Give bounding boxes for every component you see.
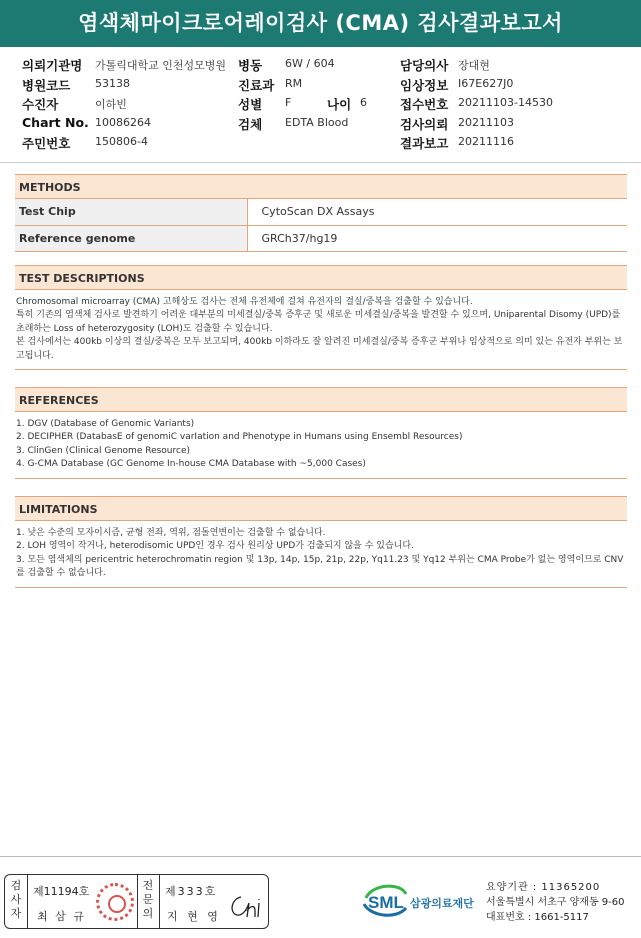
- description-line: Chromosomal microarray (CMA) 고해상도 검사는 전체 유전체에 걸쳐 유전자의 결실/중복을 검출할 수 있습니다.: [16, 297, 473, 307]
- seal-stamp-icon: [96, 883, 134, 921]
- signature-box: [4, 874, 269, 929]
- report-date-value: 20211116: [458, 135, 514, 148]
- ward-value: 6W / 604: [285, 57, 335, 70]
- reviewer-name: 지 현 영: [167, 910, 221, 923]
- inspector-name: 최 삼 규: [37, 910, 86, 923]
- divider: [137, 875, 138, 928]
- org-phone-line: 대표번호 : 1661-5117: [486, 912, 589, 923]
- references-heading: REFERENCES: [15, 387, 627, 412]
- specimen-value: EDTA Blood: [285, 116, 349, 129]
- clinical-info-label: 임상정보: [400, 78, 449, 93]
- age-value: 6: [360, 96, 367, 109]
- hospital-value: 가톨릭대학교 인천성모병원: [95, 59, 227, 72]
- department-label: 진료과: [238, 78, 275, 93]
- methods-section: [15, 174, 627, 252]
- request-date-value: 20211103: [458, 116, 514, 129]
- org-address-line: 서울특별시 서초구 양재동 9-60: [486, 897, 625, 908]
- patient-name-value: 이하빈: [95, 98, 127, 111]
- sex-value: F: [285, 96, 292, 109]
- hospital-label: 의뢰기관명: [22, 58, 83, 73]
- descriptions-section: [15, 265, 627, 370]
- reference-line: 1. DGV (Database of Genomic Variants): [16, 419, 195, 429]
- description-line: 본 검사에서는 400kb 이상의 결실/중복은 모두 보고되며, 400kb 이하라도 잘 알려진 미세결실/중복 증후군 부위나 임상적으로 의미 있는 유전자 부위는 보고됩니다.: [16, 337, 623, 361]
- patient-info: [0, 48, 641, 163]
- reference-line: 4. G-CMA Database (GC Genome In-house CMA Database with ~5,000 Cases): [16, 459, 366, 470]
- methods-table: [15, 199, 627, 252]
- sex-label: 성별: [238, 97, 263, 112]
- org-name: 삼광의료재단: [410, 897, 474, 910]
- clinical-info-value: I67E627J0: [458, 77, 514, 90]
- doctor-label: 담당의사: [400, 58, 449, 73]
- specimen-label: 검체: [238, 117, 263, 132]
- hospital-code-label: 병원코드: [22, 78, 71, 93]
- table-row: [15, 225, 627, 251]
- request-date-label: 검사의뢰: [400, 117, 449, 132]
- reviewer-license: 제333호: [165, 885, 218, 898]
- references-section: [15, 387, 627, 479]
- department-value: RM: [285, 77, 303, 90]
- resident-no-value: 150806-4: [95, 135, 148, 148]
- limitations-section: [15, 496, 627, 588]
- reference-line: 3. ClinGen (Clinical Genome Resource): [16, 445, 191, 456]
- limitation-line: 3. 모든 염색체의 pericentric heterochromatin region 및 13p, 14p, 15p, 21p, 22p, Yq11.23 및 Yq12 부위는 CMA Probe가 없는 영역이므로 CNV를 검출할 수 없습니다.: [16, 554, 624, 579]
- descriptions-heading: TEST DESCRIPTIONS: [15, 265, 627, 290]
- org-info: [486, 880, 625, 925]
- divider: [27, 875, 28, 928]
- hospital-code-value: 53138: [95, 77, 130, 90]
- resident-no-label: 주민번호: [22, 136, 71, 151]
- reference-line: 2. DECIPHER (DatabasE of genomiC varIation and Phenotype in Humans using Ensembl Resources): [16, 432, 463, 443]
- age-label: 나이: [327, 97, 352, 112]
- methods-heading: METHODS: [15, 174, 627, 199]
- table-row: [15, 199, 627, 225]
- references-body: [15, 412, 627, 479]
- logo-text: SML: [368, 893, 404, 912]
- divider: [159, 875, 160, 928]
- test-chip-value: CytoScan DX Assays: [247, 199, 627, 225]
- limitation-line: 1. 낮은 수준의 모자이시즘, 균형 전좌, 역위, 점돌연변이는 검출할 수 없습니다.: [16, 528, 326, 538]
- report-title: 염색체마이크로어레이검사 (CMA) 검사결과보고서: [0, 0, 641, 47]
- descriptions-body: [15, 290, 627, 370]
- description-line: 특히 기존의 염색체 검사로 발견하기 어려운 대부분의 미세결실/중복 증후군 및 새로운 미세결실/중복을 발견할 수 있으며, Uniparental Disomy (UPD)를 초래하는 Loss of heterozygosity (LOH)도 검출할 수 있습니다.: [16, 310, 621, 334]
- limitations-body: [15, 521, 627, 588]
- chart-no-value: 10086264: [95, 116, 151, 129]
- doctor-value: 장대현: [458, 59, 490, 72]
- inspector-license: 제11194호: [33, 885, 90, 898]
- reference-genome-key: Reference genome: [15, 225, 247, 251]
- ward-label: 병동: [238, 58, 263, 73]
- inspector-label: 검 사 자: [10, 879, 22, 920]
- report-date-label: 결과보고: [400, 136, 449, 151]
- receipt-no-value: 20211103-14530: [458, 96, 553, 109]
- footer-divider: [0, 856, 641, 857]
- receipt-no-label: 접수번호: [400, 97, 449, 112]
- limitation-line: 2. LOH 영역이 작거나, heterodisomic UPD인 경우 검사 원리상 UPD가 검출되지 않을 수 있습니다.: [16, 541, 414, 552]
- reviewer-label: 전 문 의: [142, 879, 154, 920]
- limitations-heading: LIMITATIONS: [15, 496, 627, 521]
- reference-genome-value: GRCh37/hg19: [247, 225, 627, 251]
- test-chip-key: Test Chip: [15, 199, 247, 225]
- chart-no-label: Chart No.: [22, 115, 89, 130]
- signature-icon: [227, 891, 267, 921]
- patient-name-label: 수진자: [22, 97, 59, 112]
- org-code-line: 요양기관 : 11365200: [486, 882, 601, 893]
